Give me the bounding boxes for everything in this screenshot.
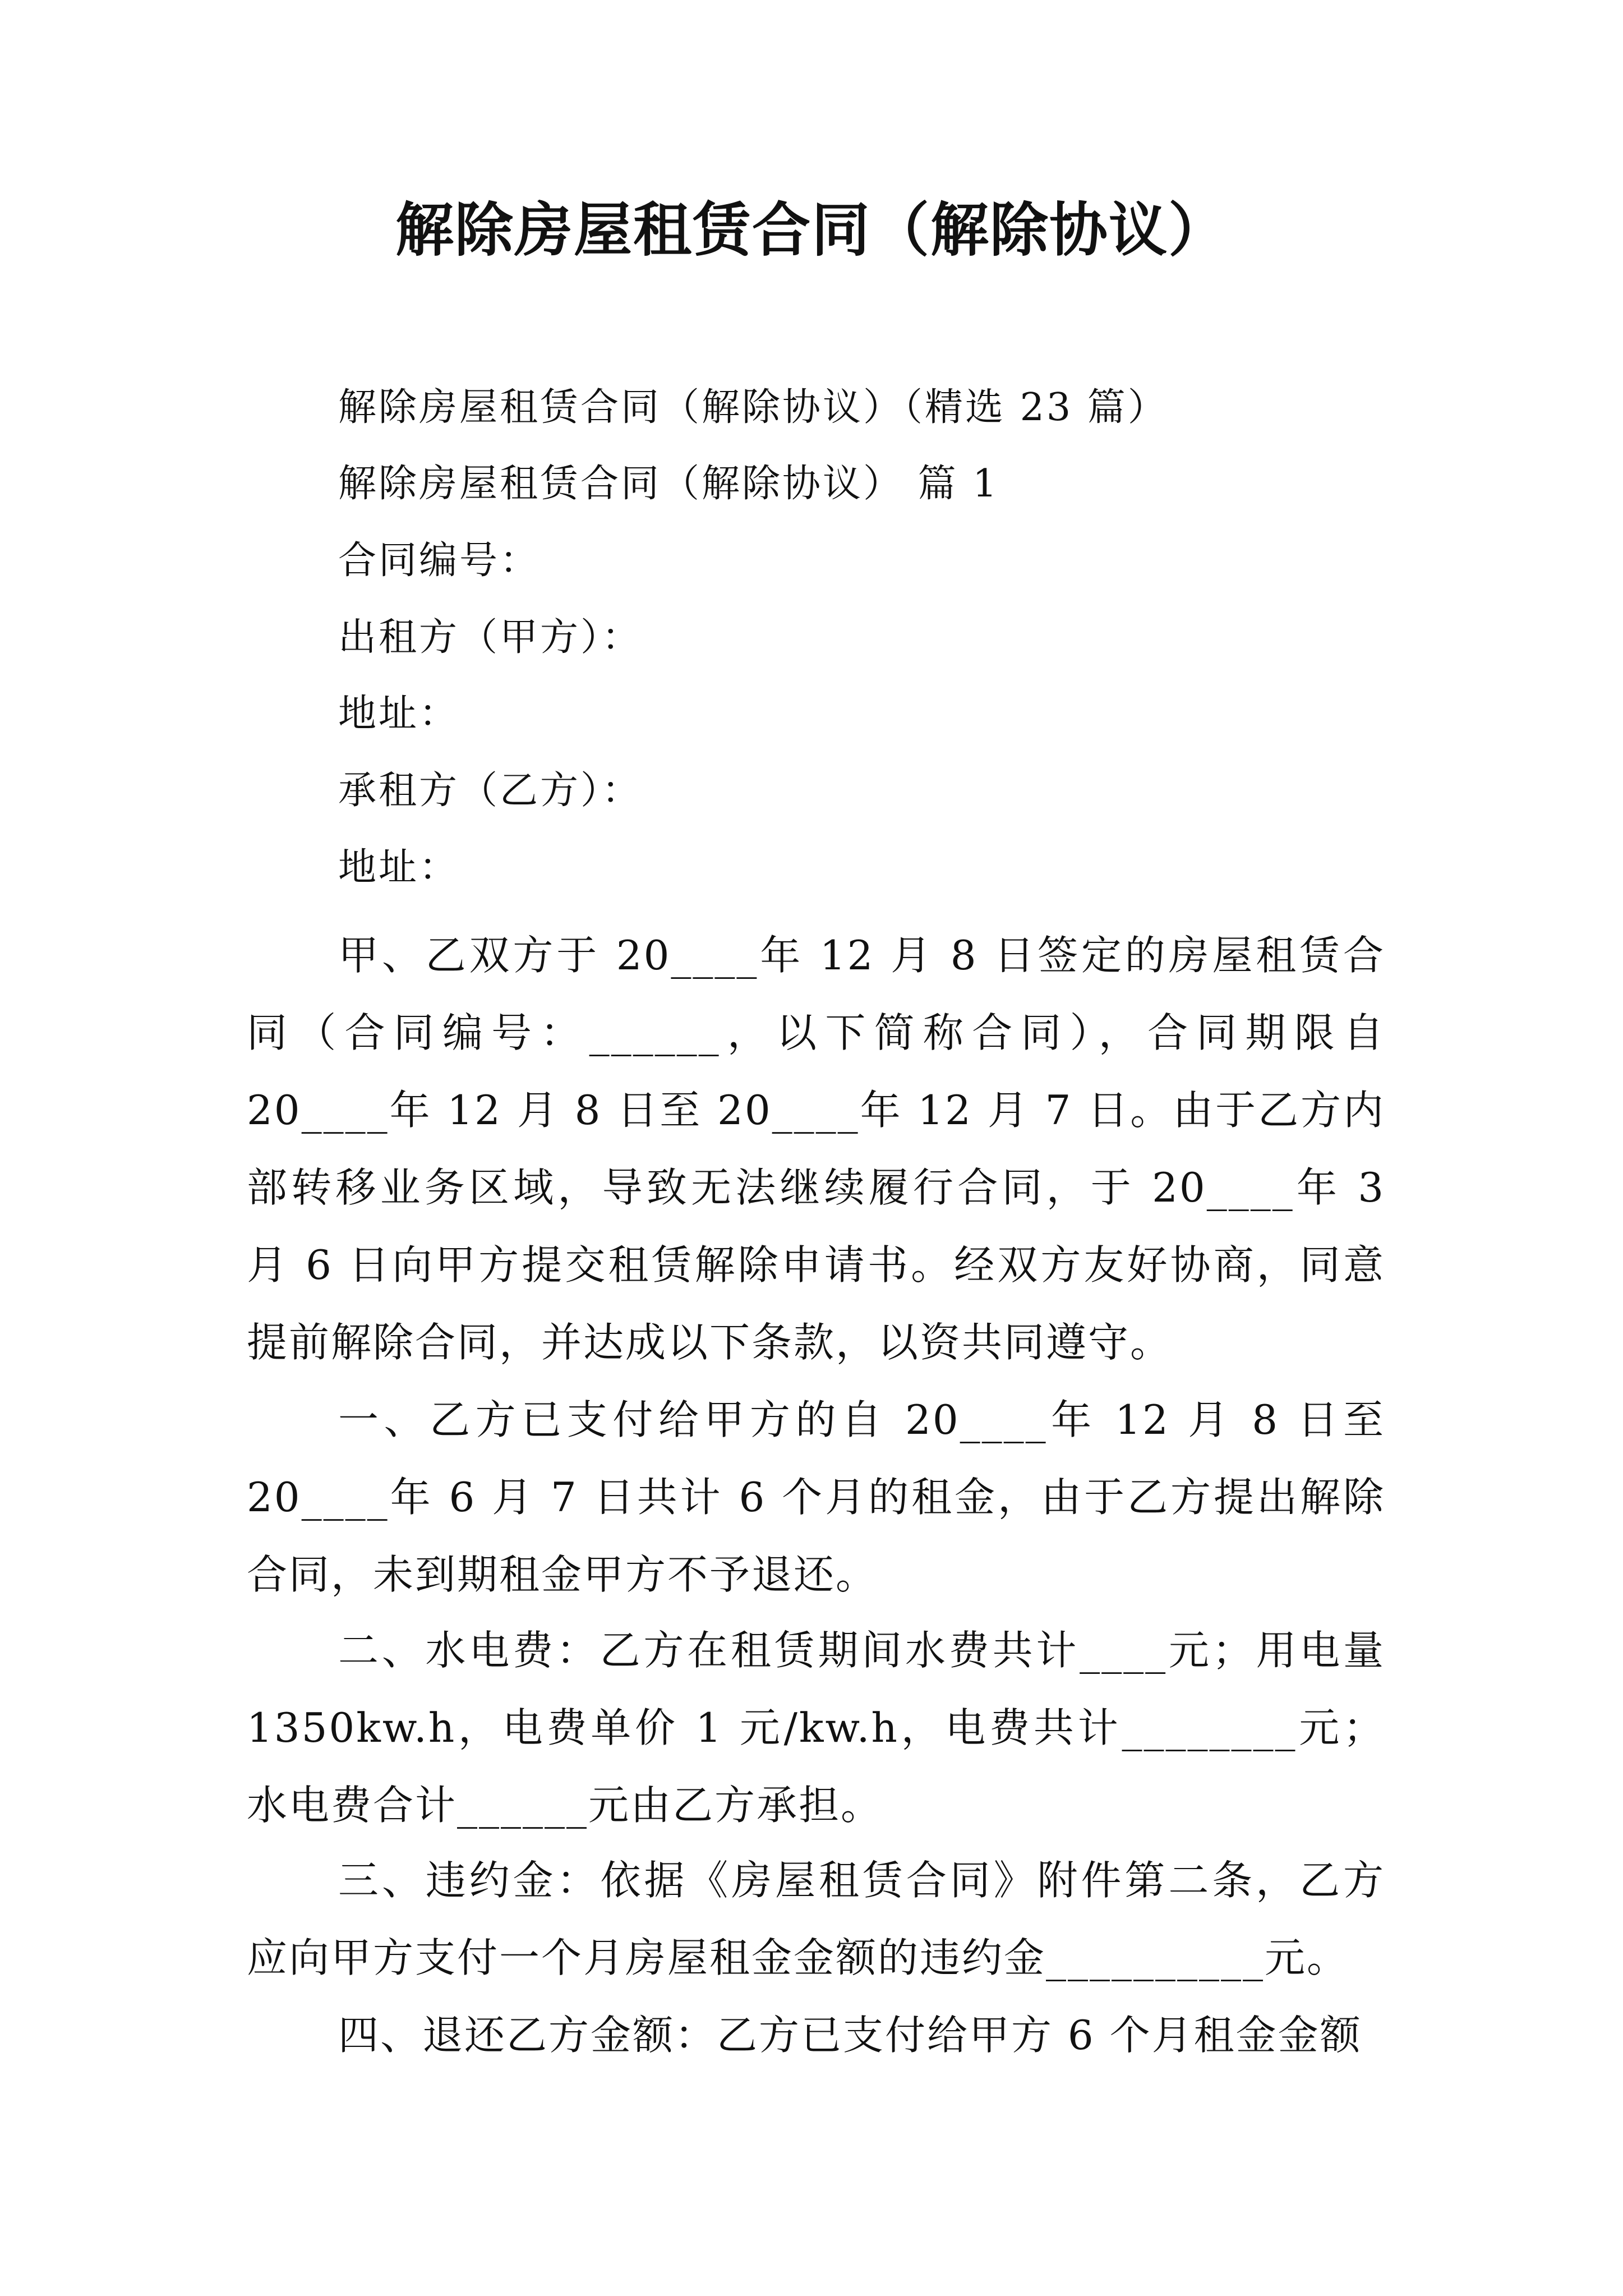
clause-refund: 四、退还乙方金额：乙方已支付给甲方 6 个月租金金额 <box>338 2012 1362 2059</box>
body-paragraph-intro: 甲、乙双方于 20____年 12 月 8 日签定的房屋租赁合同（合同编号：______，以下简称合同），合同期限自 20____年 12 月 8 日至 20____年 12 月 7 日。由于乙方内部转移业务区域，导致无法继续履行合同，于 20____年 3 月 6 日向甲方提交租赁解除申请书。经双方友好协商，同意提前解除合同，并达成以下条款，以资共同遵守。 <box>247 932 1385 1366</box>
lessee-address-label: 地址： <box>338 845 460 890</box>
lessor-label: 出租方（甲方）： <box>338 615 643 660</box>
subtitle-line: 解除房屋租赁合同（解除协议）（精选 23 篇） <box>338 385 1168 430</box>
clause-penalty: 三、违约金：依据《房屋租赁合同》附件第二条，乙方应向甲方支付一个月房屋租金金额的违约金__________元。 <box>247 1857 1385 1981</box>
lessee-label: 承租方（乙方）： <box>338 769 643 813</box>
contract-number-label: 合同编号： <box>338 539 541 583</box>
clause-rent: 一、乙方已支付给甲方的自 20____年 12 月 8 日至 20____年 6 月 7 日共计 6 个月的租金，由于乙方提出解除合同，未到期租金甲方不予退还。 <box>247 1396 1385 1598</box>
section-heading: 解除房屋租赁合同（解除协议） 篇 1 <box>338 462 999 506</box>
lessor-address-label: 地址： <box>338 692 460 736</box>
document-title: 解除房屋租赁合同（解除协议） <box>395 195 1228 264</box>
clause-utilities: 二、水电费：乙方在租赁期间水费共计____元；用电量 1350kw.h，电费单价 1 元/kw.h，电费共计________元；水电费合计______元由乙方承担。 <box>247 1627 1385 1829</box>
